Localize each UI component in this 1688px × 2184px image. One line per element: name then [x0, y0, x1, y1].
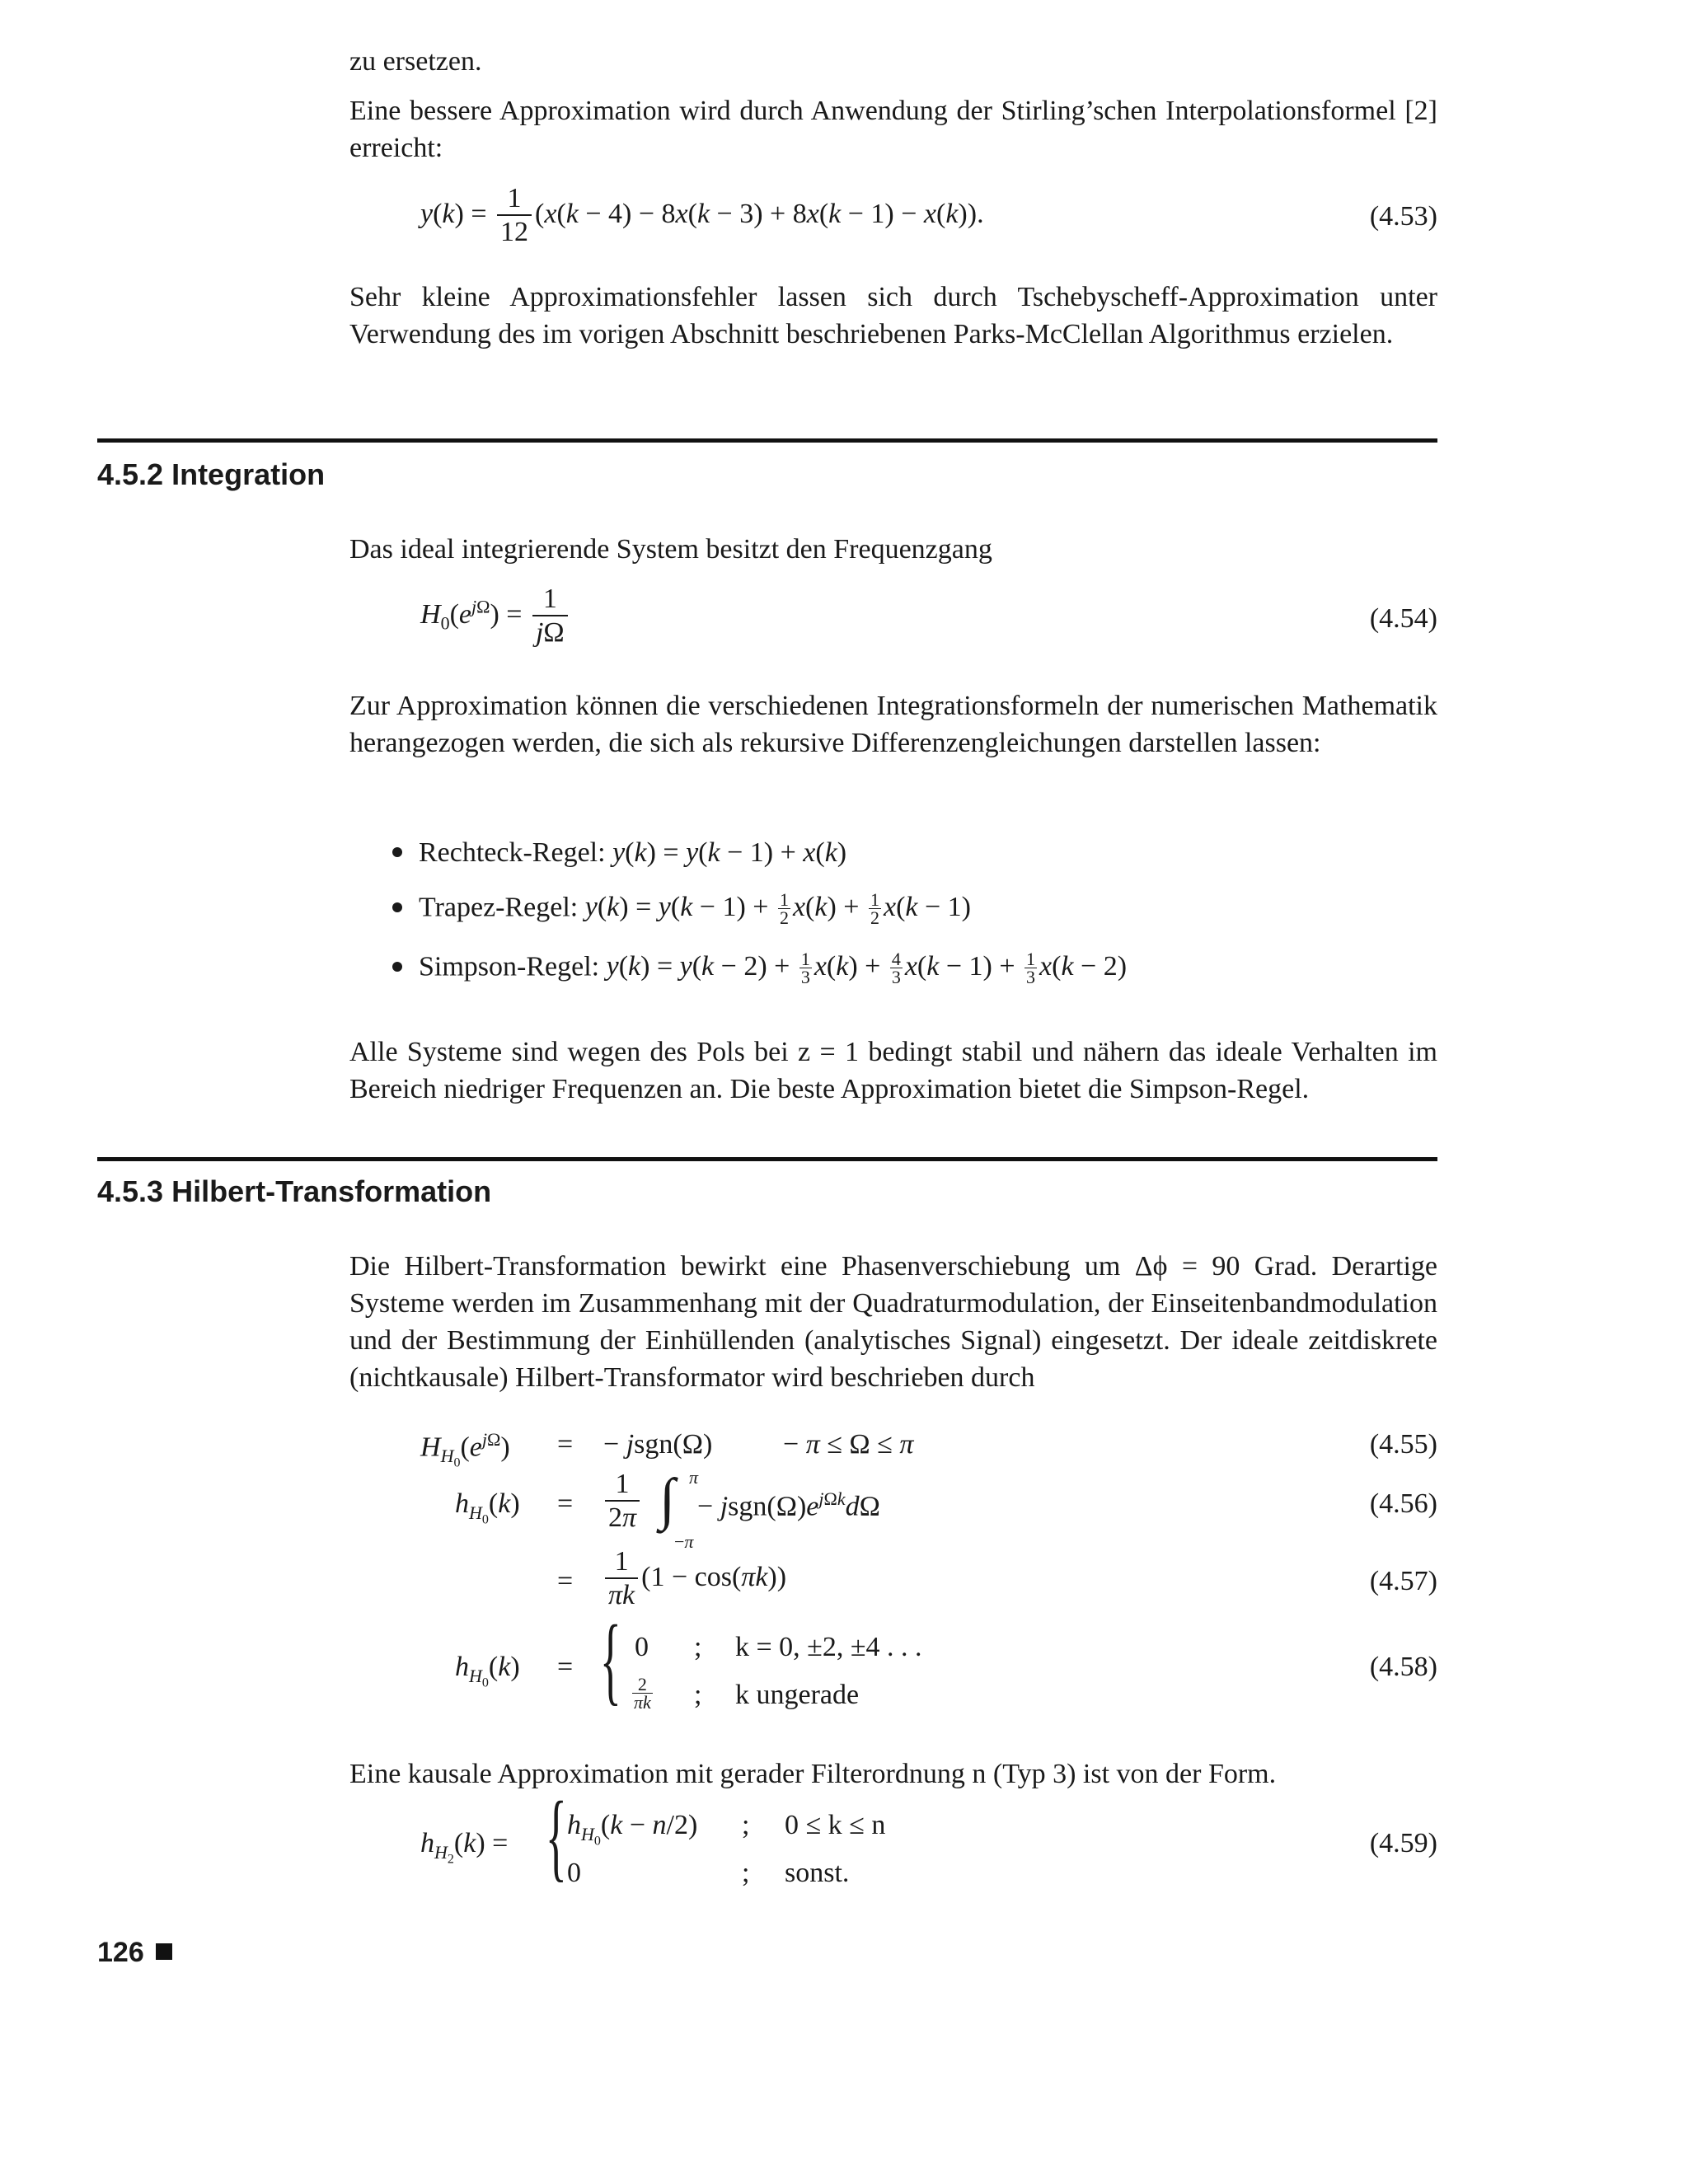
equation-4-57: = [557, 1566, 574, 1596]
intro-paragraph-2: Sehr kleine Approximationsfehler lassen sich durch Tschebyscheff-Approximation unter Verwendung des im vorigen Abschnitt beschriebenen Parks-McClellan Algorithmus erzielen. [349, 282, 1437, 349]
equation-number: (4.57) [1369, 1566, 1437, 1596]
equation-4-54: $H_0(e^{j\Omega})$ = $\frac{1}{j\Omega}$ [420, 583, 571, 649]
list-item: Rechteck-Regel: y(k) = y(k − 1) + x(k) [392, 837, 846, 869]
intro-line: zu ersetzen. [349, 46, 482, 77]
equation-number: (4.58) [1369, 1652, 1437, 1682]
equation-number: (4.54) [1369, 603, 1437, 634]
integration-paragraph: Das ideal integrierende System besitzt den Frequenzgang [349, 534, 992, 565]
hilbert-paragraph: Die Hilbert-Transformation bewirkt eine Phasenverschiebung um Δϕ = 90 Grad. Derartige Systeme werden im Zusammenhang mit der Quadraturmodulation, der Einseitenbandmodulation und der Bestimmung der Einhüllenden (analytisches Signal) eingesetzt. Der ideale zeitdiskrete (nichtkausale) Hilbert-Transformator wird beschrieben durch [349, 1251, 1437, 1393]
document-page: zu ersetzen. Eine bessere Approximation wird durch Anwendung der Stirling’schen Interpolationsformel [2] erreicht: y(k) = $\frac{1}{12}$ (x(k − 4) − 8x(k − 3) + 8x(k − 1) − x(k)). (4.53) Sehr kleine Approximationsfehler lassen sich durch Tschebyscheff-Approximation unter Verwendung des im vorigen Abschnitt beschriebenen Parks-McClellan Algorithmus erzielen. 4.5.2 Integration Das ideal integrierende System besitzt den Frequenzgang $H_0(e^{j\Omega})$ = $\frac{1}{j\Omega}$ (4.54) Zur Approximation können die verschiedenen Integrationsformeln der numerischen Mathematik herangezogen werden, die sich als rekursive Differenzengleichungen darstellen lassen: Rechteck-Regel: y(k) = y(k − 1) + x(k) Trapez-Regel: y(k) = y(k − 1) + $\frac{1}{2}$ x(k) + $\frac{1}{2}$ x(k − 1) Simpson-Regel: y(k) = y(k − 2) + $\frac{1}{3}$ x(k) + $\frac{4}{3}$ x(k − 1) + $\frac{1}{3}$ x(k − 2) Alle Systeme sind wegen des Pols bei z = 1 bedingt stabil und nähern das ideale Verhalten im Bereich niedriger Frequenzen an. Die beste Approximation bietet die Simpson-Regel. 4.5.3 Hilbert-Transformation Die Hilbert-Transformation bewirkt eine Phasenverschiebung um Δϕ = 90 Grad. Derartige Systeme werden im Zusammenhang mit der Quadraturmodulation, der Einseitenbandmodulation und der Bestimmung der Einhüllenden (analytisches Signal) eingesetzt. Der ideale zeitdiskrete (nichtkausale) Hilbert-Transformator wird beschrieben durch $H_{H_0}(e^{j\Omega})$ = − jsgn(Ω) − π ≤ Ω ≤ π (4.55) $h_{H_0}(k)$ = $\frac{1}{2\pi}$ ∫ π −π − $jsgn(\Omega)e^{j\Omega k}d\Omega$ (4.56) = $\frac{1}{\pi k}$ (1 − cos(πk)) (4.57) $h_{H_0}(k)$ = { 0 ; k = 0, ±2, ±4 . . . $\frac{2}{\pi k}$ ; k ungerade (4.58) Eine kausale Approximation mit gerader Filterordnung n (Typ 3) ist von der Form. $h_{H_2}(k)$ = { $h_{H_0}(k - n/2)$ ; 0 ≤ k ≤ n 0 ; sonst. (4.59) 126 [0, 0, 1688, 2184]
integration-paragraph-3: Alle Systeme sind wegen des Pols bei z = 1 bedingt stabil und nähern das ideale Verhalten im Bereich niedriger Frequenzen an. Die beste Approximation bietet die Simpson-Regel. [349, 1037, 1437, 1104]
bullet-icon [392, 847, 402, 857]
bullet-icon [392, 962, 402, 972]
page-number: 126 [97, 1937, 172, 1969]
equation-number: (4.59) [1369, 1828, 1437, 1858]
integration-paragraph-2: Zur Approximation können die verschiedenen Integrationsformeln der numerischen Mathematik herangezogen werden, die sich als rekursive Differenzengleichungen darstellen lassen: [349, 691, 1437, 758]
square-icon [156, 1943, 172, 1960]
section-rule [97, 438, 1437, 443]
equation-number: (4.53) [1369, 201, 1437, 232]
hilbert-paragraph-2: Eine kausale Approximation mit gerader Filterordnung n (Typ 3) ist von der Form. [349, 1759, 1277, 1789]
list-item: Trapez-Regel: y(k) = y(k − 1) + $\frac{1}{2}$ x(k) + $\frac{1}{2}$ x(k − 1) [392, 892, 971, 927]
section-title-hilbert: 4.5.3 Hilbert-Transformation [97, 1174, 492, 1208]
rule-label: Simpson-Regel: [419, 951, 600, 982]
rule-label: Rechteck-Regel: [419, 837, 606, 868]
section-title-integration: 4.5.2 Integration [97, 457, 326, 491]
intro-paragraph: Eine bessere Approximation wird durch Anwendung der Stirling’schen Interpolationsformel [2] erreicht: [349, 96, 1437, 163]
equation-4-53: y(k) = $\frac{1}{12}$ (x(k − 4) − 8x(k − 3) + 8x(k − 1) − x(k)). [420, 183, 984, 247]
equation-4-55: $H_{H_0}(e^{j\Omega})$ [420, 1429, 510, 1470]
equation-4-59: $h_{H_2}(k)$ = [420, 1828, 509, 1867]
list-item: Simpson-Regel: y(k) = y(k − 2) + $\frac{1}{3}$ x(k) + $\frac{4}{3}$ x(k − 1) + $\frac{1}{3}$ x(k − 2) [392, 951, 1127, 987]
equation-number: (4.55) [1369, 1429, 1437, 1460]
equation-number: (4.56) [1369, 1488, 1437, 1519]
equation-4-56: $h_{H_0}(k)$ [455, 1488, 520, 1527]
equation-4-58: $h_{H_0}(k)$ [455, 1652, 520, 1690]
section-rule [97, 1157, 1437, 1161]
bullet-icon [392, 902, 402, 912]
rule-label: Trapez-Regel: [419, 892, 579, 923]
